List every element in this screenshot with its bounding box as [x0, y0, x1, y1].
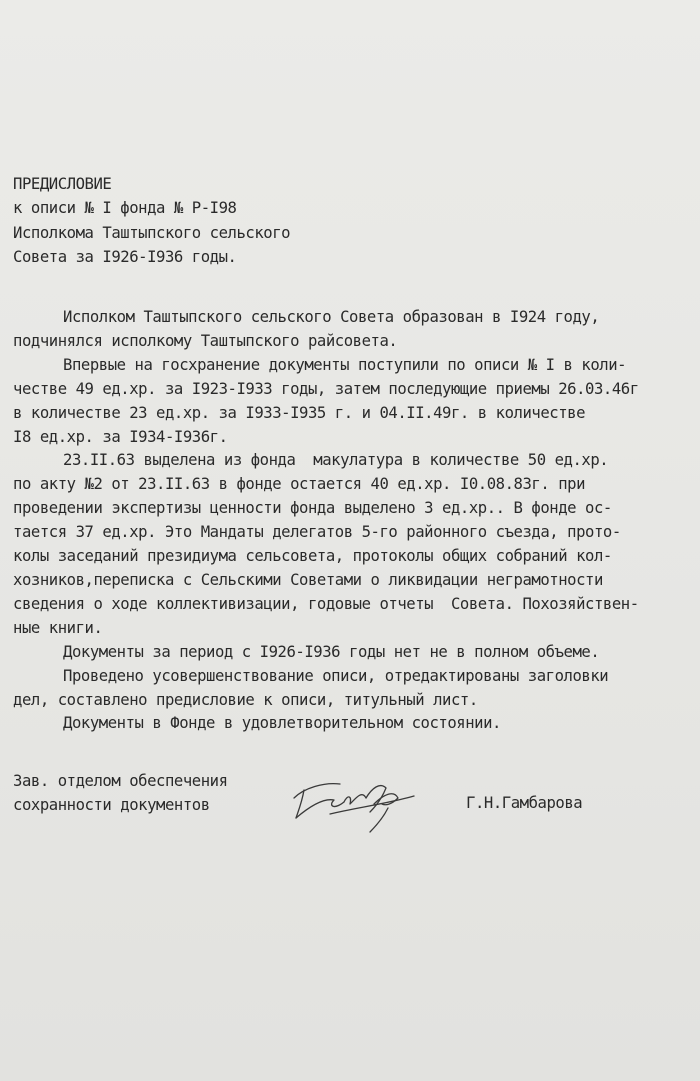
body-line: сведения о ходе коллективизации, годовые отчеты Совета. Похозяйствен- — [13, 594, 639, 613]
body-line: 23.II.63 выделена из фонда макулатура в количестве 50 ед.хр. — [63, 451, 609, 470]
signer-name: Г.Н.Гамбарова — [466, 794, 583, 812]
body-line: проведении экспертизы ценности фонда выделено 3 ед.хр.. В фонде ос- — [13, 499, 612, 518]
body-line: хозников,переписка с Сельскими Советами о ликвидации неграмотности — [13, 570, 603, 589]
body-line: по акту №2 от 23.II.63 в фонде остается 40 ед.хр. I0.08.83г. при — [13, 475, 586, 494]
title-line: Исполкома Таштыпского сельского — [13, 223, 291, 242]
body-line: ные книги. — [13, 618, 103, 637]
body-line: Впервые на госхранение документы поступили по описи № I в коли- — [63, 355, 627, 374]
body-line: Исполком Таштыпского сельского Совета образован в I924 году, — [63, 308, 600, 326]
handwritten-signature — [290, 768, 420, 834]
title-line: Совета за I926-I936 годы. — [13, 247, 237, 266]
body-line: Проведено усовершенствование описи, отредактированы заголовки — [63, 666, 609, 685]
body-line: Документы за период с I926-I936 годы нет не в полном объеме. — [63, 642, 600, 661]
body-line: I8 ед.хр. за I934-I936г. — [13, 427, 228, 446]
document-title-block — [13, 172, 290, 269]
body-line: честве 49 ед.хр. за I923-I933 годы, затем последующие приемы 26.03.46г — [13, 379, 639, 398]
signatory-position — [13, 770, 228, 817]
body-line: дел, составлено предисловие к описи, титульный лист. — [13, 690, 478, 709]
body-line: подчинялся исполкому Таштыпского райсовета. — [13, 331, 398, 350]
body-line: тается 37 ед.хр. Это Мандаты делегатов 5-го районного съезда, прото- — [13, 523, 621, 542]
position-line: сохранности документов — [13, 795, 210, 814]
position-line: Зав. отделом обеспечения — [13, 772, 228, 790]
body-line: Документы в Фонде в удовлетворительном состоянии. — [63, 714, 501, 733]
title-line: к описи № I фонда № Р-I98 — [13, 199, 237, 218]
document-body — [13, 306, 639, 736]
document-heading: ПРЕДИСЛОВИЕ — [13, 175, 112, 193]
body-line: в количестве 23 ед.хр. за I933-I935 г. и 04.II.49г. в количестве — [13, 403, 586, 422]
body-line: колы заседаний президиума сельсовета, протоколы общих собраний кол- — [13, 547, 612, 566]
